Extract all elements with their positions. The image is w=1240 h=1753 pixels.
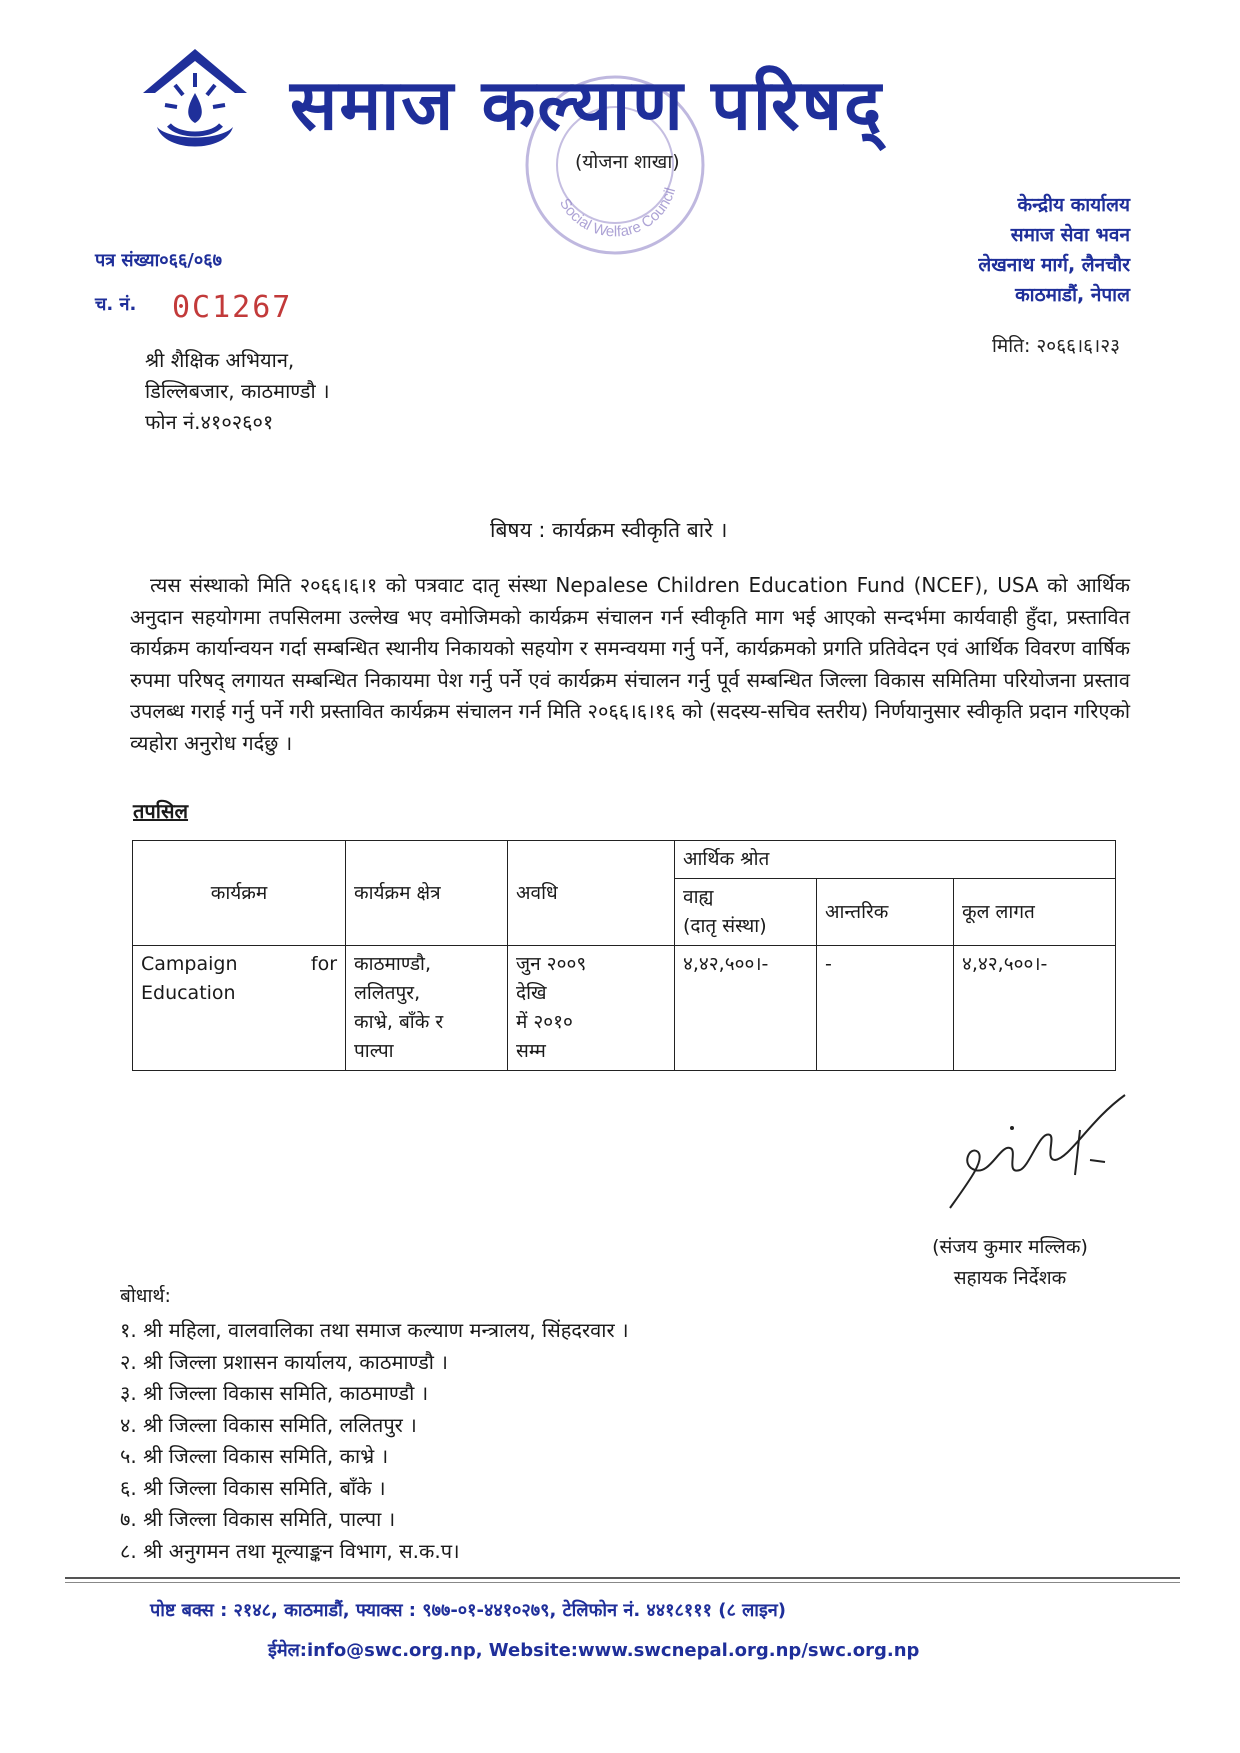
department-label: (योजना शाखा) bbox=[575, 151, 680, 173]
list-item: २. श्री जिल्ला प्रशासन कार्यालय, काठमाण्डौ । bbox=[120, 1349, 448, 1374]
cell-total: ४,४२,५००।- bbox=[954, 946, 1116, 1071]
cell-duration bbox=[508, 946, 675, 1071]
cell-area-line: काभ्रे, बाँके र bbox=[354, 1011, 444, 1033]
recipient-line: फोन नं.४१०२६०१ bbox=[145, 410, 274, 434]
registration-number: 0C1267 bbox=[172, 290, 293, 325]
signature bbox=[930, 1090, 1130, 1220]
letter-date: मिति: २०६६।६।२३ bbox=[991, 335, 1120, 357]
cell-area-line: ललितपुर, bbox=[354, 982, 421, 1004]
cell-program bbox=[133, 946, 346, 1071]
program-details-table bbox=[132, 840, 1116, 1071]
header-total: कूल लागत bbox=[954, 879, 1116, 946]
cell-duration-line: देखि bbox=[516, 982, 547, 1004]
header-external-sub: (दातृ संस्था) bbox=[683, 915, 767, 937]
list-item: ८. श्री अनुगमन तथा मूल्याङ्कन विभाग, स.क.प। bbox=[120, 1538, 460, 1563]
details-heading: तपसिल bbox=[133, 799, 189, 823]
list-item: ४. श्री जिल्ला विकास समिति, ललितपुर । bbox=[120, 1412, 417, 1437]
header-program: कार्यक्रम bbox=[133, 841, 346, 946]
header-external bbox=[675, 879, 817, 946]
office-line: समाज सेवा भवन bbox=[1010, 224, 1130, 246]
cell-program-word: for bbox=[310, 953, 337, 975]
header-area: कार्यक्रम क्षेत्र bbox=[346, 841, 508, 946]
list-item: ५. श्री जिल्ला विकास समिति, काभ्रे । bbox=[120, 1444, 389, 1468]
cell-area bbox=[346, 946, 508, 1071]
list-item: १. श्री महिला, वालवालिका तथा समाज कल्याण मन्त्रालय, सिंहदरवार । bbox=[120, 1318, 629, 1342]
cell-duration-line: सम्म bbox=[516, 1040, 546, 1062]
cell-program-word: Education bbox=[141, 982, 236, 1004]
office-line: केन्द्रीय कार्यालय bbox=[1017, 194, 1130, 216]
org-title: समाज कल्याण परिषद् bbox=[290, 64, 884, 146]
list-item: ६. श्री जिल्ला विकास समिति, बाँके । bbox=[120, 1475, 386, 1500]
table-header-row bbox=[133, 841, 1116, 879]
letter-body: त्यस संस्थाको मिति २०६६।६।१ को पत्रवाट दातृ संस्था Nepalese Children Education Fund (NCEF), USA को आर्थिक अनुदान सहयोगमा तपसिलमा उल्लेख भए वमोजिमको कार्यक्रम संचालन गर्न स्वीकृति माग भई आएको सन्दर्भमा कार्यवाही हुँदा, प्रस्तावित कार्यक्रम कार्यान्वयन गर्दा सम्बन्धित स्थानीय निकायको सहयोग र समन्वयमा गर्नु पर्ने, कार्यक्रमको प्रगति प्रतिवेदन एवं आर्थिक विवरण वार्षिक रुपमा परिषद् लगायत सम्बन्धित निकायमा पेश गर्नु पर्ने एवं कार्यक्रम संचालन गर्नु पूर्व सम्बन्धित जिल्ला विकास समितिमा परियोजना प्रस्ताव उपलब्ध गराई गर्नु पर्ने गरी प्रस्तावित कार्यक्रम संचालन गर्न मिति २०६६।६।१६ को (सदस्य-सचिव स्तरीय) निर्णयानुसार स्वीकृति प्रदान गरिएको व्यहोरा अनुरोध गर्दछु । bbox=[130, 573, 1130, 755]
office-line: लेखनाथ मार्ग, लैनचौर bbox=[978, 254, 1130, 276]
cell-area-line: पाल्पा bbox=[354, 1040, 394, 1062]
recipient-address bbox=[145, 345, 330, 438]
footer-web: ईमेल:info@swc.org.np, Website:www.swcnepal.org.np/swc.org.np bbox=[268, 1640, 920, 1661]
reference-number: पत्र संख्या०६६/०६७ bbox=[95, 250, 222, 271]
svg-text:Social Welfare Council: Social Welfare Council bbox=[555, 185, 680, 241]
footer-divider bbox=[65, 1577, 1180, 1579]
signatory-name: (संजय कुमार मल्लिक) bbox=[932, 1236, 1088, 1258]
office-address bbox=[978, 190, 1130, 310]
list-item: ७. श्री जिल्ला विकास समिति, पाल्पा । bbox=[120, 1507, 396, 1531]
registration-label: च. नं. bbox=[95, 294, 137, 315]
swc-logo bbox=[135, 45, 255, 163]
cell-area-line: काठमाण्डौ, bbox=[354, 953, 431, 975]
cell-duration-line: जुन २००९ bbox=[516, 953, 587, 975]
cell-duration-line: में २०१० bbox=[516, 1011, 573, 1033]
recipient-line: श्री शैक्षिक अभियान, bbox=[145, 348, 295, 372]
subject-line: बिषय : कार्यक्रम स्वीकृति बारे । bbox=[490, 518, 728, 542]
cell-external: ४,४२,५००।- bbox=[675, 946, 817, 1071]
cell-program-word: Campaign bbox=[141, 953, 238, 975]
office-line: काठमाडौं, नेपाल bbox=[1015, 284, 1130, 306]
cc-list bbox=[120, 1315, 629, 1567]
header-duration: अवधि bbox=[508, 841, 675, 946]
signatory-title: सहायक निर्देशक bbox=[953, 1267, 1067, 1289]
header-external-label: वाह्य bbox=[683, 886, 714, 908]
footer-divider bbox=[65, 1582, 1180, 1583]
cell-internal: - bbox=[817, 946, 954, 1071]
header-source: आर्थिक श्रोत bbox=[675, 841, 1116, 879]
footer-contact: पोष्ट बक्स : २१४८, काठमाडौं, फ्याक्स : ९७७-०१-४४१०२७९, टेलिफोन नं. ४४१८१११ (८ लाइन) bbox=[150, 1600, 786, 1621]
signatory-block bbox=[900, 1232, 1120, 1294]
table-row bbox=[133, 946, 1116, 1071]
recipient-line: डिल्लिबजार, काठमाण्डौ । bbox=[145, 379, 330, 403]
header-internal: आन्तरिक bbox=[817, 879, 954, 946]
cc-heading: बोधार्थ: bbox=[120, 1285, 171, 1307]
list-item: ३. श्री जिल्ला विकास समिति, काठमाण्डौ । bbox=[120, 1381, 429, 1405]
